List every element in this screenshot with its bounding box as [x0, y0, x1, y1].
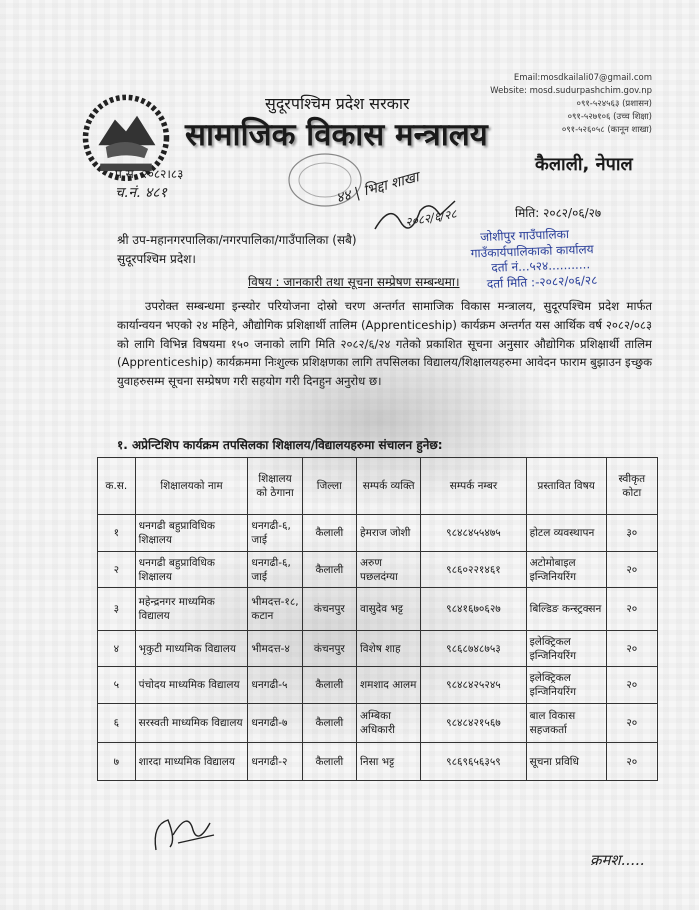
table-row — [98, 704, 658, 743]
table-heading: १. अप्रेन्टिशिप कार्यक्रम तपसिलका शिक्षालय/विद्यालयहरुमा संचालन हुनेछ: — [117, 438, 443, 452]
table-row — [98, 631, 658, 667]
cell-quota: २० — [606, 588, 657, 631]
stamp-line: दर्ता नं...५२४........... — [491, 257, 591, 275]
addressee: श्री उप-महानगरपालिका/नगरपालिका/गाउँपालिका (सबै) — [117, 233, 357, 247]
dispatch-number: च.नं. ४८१ — [115, 185, 167, 201]
phone: ०९१-५२७१०६ (उच्च शिक्षा) — [567, 112, 652, 122]
cell-quota: २० — [606, 704, 657, 743]
cell-quota: २० — [606, 667, 657, 704]
ministry-name: सामाजिक विकास मन्त्रालय — [185, 117, 488, 153]
cell-contact-person: निसा भट्ट — [357, 743, 421, 781]
stamp-line: गाउँकार्यपालिकाको कार्यालय — [470, 241, 594, 260]
table-row — [98, 515, 658, 552]
header-district: जिल्ला — [302, 458, 356, 515]
cell-address: धनगढी-६, जाई — [248, 515, 302, 552]
handwritten-date: २०८२/६/२८ — [404, 206, 458, 230]
cell-school-name: पंचोदय माध्यमिक विद्यालय — [135, 667, 248, 704]
cell-address: भीमदत्त-४ — [248, 631, 302, 667]
website: Website: mosd.sudurpashchim.gov.np — [490, 86, 652, 96]
cell-district: कंचनपुर — [302, 588, 356, 631]
cell-subject: बाल विकास सहजकर्ता — [526, 704, 606, 743]
header-contact-person: सम्पर्क व्यक्ति — [357, 458, 421, 515]
cell-school-name: धनगढी बहुप्राविधिक शिक्षालय — [135, 552, 248, 588]
cell-quota: २० — [606, 631, 657, 667]
cell-district: कैलाली — [302, 704, 356, 743]
subject: विषय : जानकारी तथा सूचना सम्प्रेषण सम्बन्धमा। — [248, 275, 460, 289]
location: कैलाली, नेपाल — [535, 154, 633, 175]
cell-contact-person: अरुण पछलदंग्या — [357, 552, 421, 588]
letter-date: मिति: २०८२/०६/२७ — [515, 206, 602, 220]
cell-address: धनगढी-२ — [248, 743, 302, 781]
header-address: शिक्षालय को ठेगाना — [248, 458, 302, 515]
continued-note: क्रमश..... — [590, 851, 645, 869]
cell-sn: ४ — [98, 631, 136, 667]
cell-school-name: शारदा माध्यमिक विद्यालय — [135, 743, 248, 781]
cell-district: कैलाली — [302, 667, 356, 704]
cell-school-name: सरस्वती माध्यमिक विद्यालय — [135, 704, 248, 743]
table-row — [98, 743, 658, 781]
header-school-name: शिक्षालयको नाम — [135, 458, 248, 515]
email: Email:mosdkailali07@gmail.com — [513, 73, 652, 83]
cell-address: धनगढी-७ — [248, 704, 302, 743]
cell-contact-number: ९८६८७४८७५३ — [421, 631, 526, 667]
cell-contact-number: ९८४१६७०६२७ — [421, 588, 526, 631]
header-contact-number: सम्पर्क नम्बर — [421, 458, 526, 515]
cell-subject: होटल व्यवस्थापन — [526, 515, 606, 552]
header-sn: क.स. — [98, 458, 136, 515]
cell-address: धनगढी-५ — [248, 667, 302, 704]
official-signature — [148, 805, 218, 855]
cell-contact-number: ९८४८४२५२४५ — [421, 667, 526, 704]
cell-sn: ५ — [98, 667, 136, 704]
cell-contact-person: अम्बिका अधिकारी — [357, 704, 421, 743]
cell-quota: ३० — [606, 515, 657, 552]
cell-contact-person: विशेष शाह — [357, 631, 421, 667]
handwritten-note: ४४ | भिद्दा शाखा — [334, 169, 421, 207]
table-row — [98, 552, 658, 588]
cell-district: कैलाली — [302, 515, 356, 552]
cell-contact-person: हेमराज जोशी — [357, 515, 421, 552]
fiscal-year-ref: प.स. २०८२।८३ — [115, 167, 184, 181]
cell-subject: सूचना प्रविधि — [526, 743, 606, 781]
stamp-line: जोशीपुर गाउँपालिका — [479, 227, 570, 245]
cell-contact-number: ९८४८४५५४७५ — [421, 515, 526, 552]
cell-contact-number: ९८६०२२१४६१ — [421, 552, 526, 588]
cell-contact-number: ९८६९६५६३५९ — [421, 743, 526, 781]
cell-sn: ६ — [98, 704, 136, 743]
table-row — [98, 667, 658, 704]
cell-address: धनगढी-६, जाई — [248, 552, 302, 588]
cell-district: कैलाली — [302, 552, 356, 588]
phone: ०९१-५२६०५८ (कानून शाखा) — [561, 125, 652, 135]
cell-contact-person: वासुदेव भट्ट — [357, 588, 421, 631]
cell-sn: १ — [98, 515, 136, 552]
cell-quota: २० — [606, 743, 657, 781]
table-header-row — [98, 458, 658, 515]
cell-sn: ७ — [98, 743, 136, 781]
stamp-line: दर्ता मिति :-२०८२/०६/२८ — [486, 272, 598, 291]
cell-district: कैलाली — [302, 743, 356, 781]
cell-sn: २ — [98, 552, 136, 588]
registration-stamp — [455, 224, 657, 293]
schools-table — [97, 457, 658, 781]
body-paragraph: उपरोक्त सम्बन्धमा इन्स्योर परियोजना दोस्रो चरण अन्तर्गत सामाजिक विकास मन्त्रालय, सुदूरपश्चिम प्रदेश मार्फत कार्यान्वयन भएको २४ महिने, औद्योगिक प्रशिक्षार्थी तालिम (Apprenticeship) कार्यक्रम अन्तर्गत यस आर्थिक वर्ष २०८२/०८३ को लागि विभिन्न विषयमा १५० जनाको लागि मिति २०८२/६/२४ गतेको प्रकाशित सूचना अनुसार औद्योगिक प्रशिक्षार्थी तालिम (Apprenticeship) कार्यक्रममा निःशुल्क प्रशिक्षणका लागि तपसिलका विद्यालय/शिक्षालयहरुमा आवेदन फाराम बुझाउन इच्छुक युवाहरुसम्म सूचना सम्प्रेषण गरी सहयोग गरी दिनहुन अनुरोध छ। — [117, 299, 652, 389]
cell-subject: अटोमोबाइल इन्जिनियरिंग — [526, 552, 606, 588]
cell-school-name: महेन्द्रनगर माध्यमिक विद्यालय — [135, 588, 248, 631]
cell-school-name: धनगढी बहुप्राविधिक शिक्षालय — [135, 515, 248, 552]
cell-address: भीमदत्त-१८, कटान — [248, 588, 302, 631]
cell-quota: २० — [606, 552, 657, 588]
government-name: सुदूरपश्चिम प्रदेश सरकार — [265, 94, 410, 113]
phone: ०९१-५२४५६३ (प्रशासन) — [576, 99, 652, 109]
cell-subject: इलेक्ट्रिकल इन्जिनियरिंग — [526, 667, 606, 704]
table-row — [98, 588, 658, 631]
cell-subject: इलेक्ट्रिकल इन्जिनियरिंग — [526, 631, 606, 667]
cell-sn: ३ — [98, 588, 136, 631]
cell-district: कंचनपुर — [302, 631, 356, 667]
cell-subject: बिल्डिङ कन्स्ट्रक्सन — [526, 588, 606, 631]
header-subject: प्रस्तावित विषय — [526, 458, 606, 515]
addressee-province: सुदूरपश्चिम प्रदेश। — [117, 252, 196, 266]
cell-contact-person: शमशाद आलम — [357, 667, 421, 704]
cell-contact-number: ९८४८४२१५६७ — [421, 704, 526, 743]
cell-school-name: भृकुटी माध्यमिक विद्यालय — [135, 631, 248, 667]
header-quota: स्वीकृत कोटा — [606, 458, 657, 515]
contact-block — [480, 72, 652, 137]
